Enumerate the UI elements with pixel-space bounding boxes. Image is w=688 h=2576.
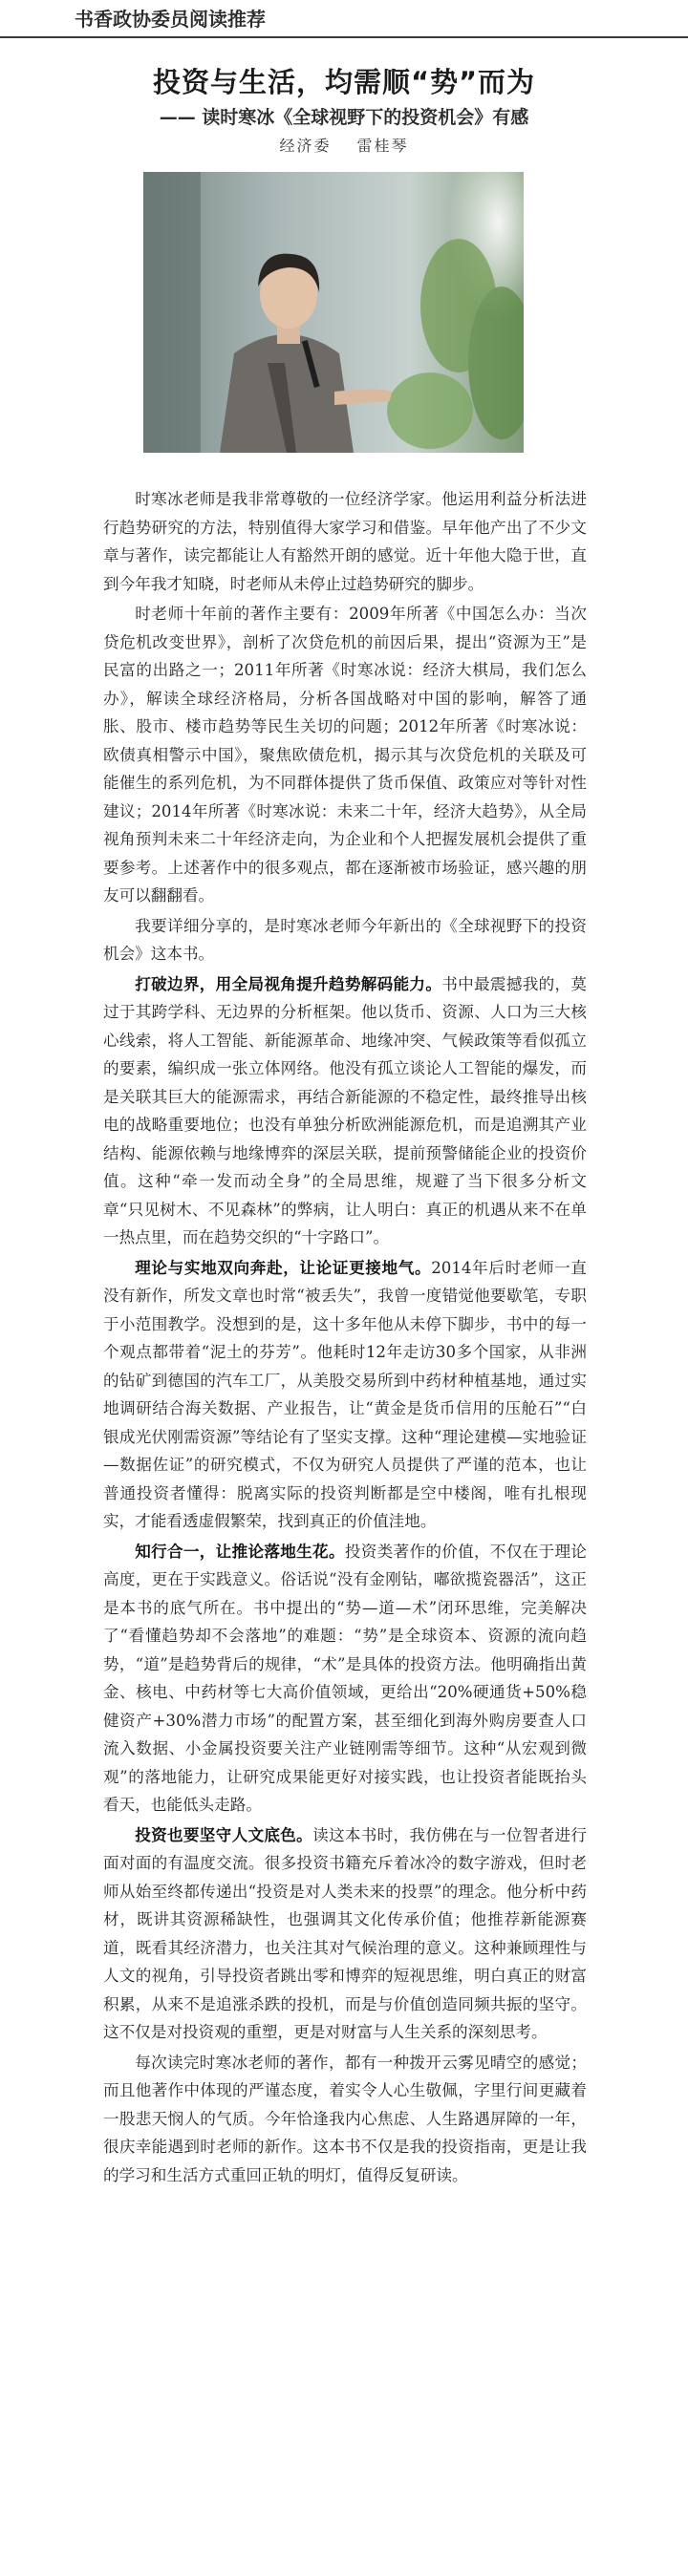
paragraph-lead: 打破边界，用全局视角提升趋势解码能力。 <box>135 973 442 993</box>
byline-author: 雷桂琴 <box>356 137 409 155</box>
paragraph: 时寒冰老师是我非常尊敬的一位经济学家。他运用利益分析法进行趋势研究的方法，特别值得大家学习和借鉴。早年他产出了不少文章与著作，读完都能让人有豁然开朗的感觉。近十年他大隐于世，直到今年我才知晓，时老师从未停止过趋势研究的脚步。 <box>103 490 587 593</box>
article-body <box>103 485 587 2189</box>
article-subtitle: —— 读时寒冰《全球视野下的投资机会》有感 <box>159 107 529 128</box>
byline <box>0 134 688 156</box>
column-name: 书香政协委员阅读推荐 <box>75 7 266 31</box>
paragraph-lead: 知行合一，让推论落地生花。 <box>135 1541 345 1561</box>
paragraph: 时老师十年前的著作主要有：2009年所著《中国怎么办：当次贷危机改变世界》，剖析了次贷危机的前因后果，提出“资源为王”是民富的出路之一；2011年所著《时寒冰说：经济大棋局，我们怎么办》，解读全球经济格局，分析各国战略对中国的影响，解答了通胀、股市、楼市趋势等民生关切的问题；2012年所著《时寒冰说：欧债真相警示中国》，聚焦欧债危机，揭示其与次贷危机的关联及可能催生的系列危机，为不同群体提供了货币保值、政策应对等针对性建议；2014年所著《时寒冰说：未来二十年，经济大趋势》，从全局视角预判未来二十年经济走向，为企业和个人把握发展机会提供了重要参考。上述著作中的很多观点，都在逐渐被市场验证，感兴趣的朋友可以翻翻看。 <box>103 605 587 905</box>
paragraph: 知行合一，让推论落地生花。投资类著作的价值，不仅在于理论高度，更在于实践意义。俗话说“没有金刚钻，嘟欲揽瓷器活”，这正是本书的底气所在。书中提出的“势—道—术”闭环思维，完美解决了“看懂趋势却不会落地”的难题：“势”是全球资本、资源的流向趋势，“道”是趋势背后的规律，“术”是具体的投资方法。他明确指出黄金、核电、中药材等七大高价值领域，更给出“20%硬通货+50%稳健资产+30%潜力市场”的配置方案，甚至细化到海外购房要查人口流入数据、小金属投资要关注产业链刚需等细节。这种“从宏观到微观”的落地能力，让研究成果能更好对接实践，也让投资者能既抬头看天，也能低头走路。 <box>103 1541 588 1814</box>
paragraph: 理论与实地双向奔赴，让论证更接地气。2014年后时老师一直没有新作，所发文章也时常“被丢失”，我曾一度错觉他要歇笔，专职于小范围教学。没想到的是，这十多年他从未停下脚步，书中的每一个观点都带着“泥土的芬芳”。他耗时12年走访30多个国家，从非洲的钻矿到德国的汽车工厂，从美股交易所到中药材种植基地，通过实地调研结合海关数据、产业报告，让“黄金是货币信用的压舱石”“白银成光伏刚需资源”等结论有了坚实支撑。这种“理论建模—实地验证—数据佐证”的研究模式，不仅为研究人员提供了严谨的范本，也让普通投资者懂得：脱离实际的投资判断都是空中楼阁，唯有扎根现实，才能看透虚假繁荣，找到真正的价值洼地。 <box>103 1257 587 1530</box>
paragraph-lead: 投资也要坚守人文底色。 <box>135 1824 313 1844</box>
paragraph: 每次读完时寒冰老师的著作，都有一种拨开云雾见晴空的感觉；而且他著作中体现的严谨态度，着实令人心生敬佩，字里行间更藏着一股悲天悯人的气质。今年恰逢我内心焦虑、人生路遇屏障的一年，很庆幸能遇到时老师的新作。这本书不仅是我的投资指南，更是让我的学习和生活方式重回正轨的明灯，值得反复研读。 <box>103 2053 587 2184</box>
paragraph: 打破边界，用全局视角提升趋势解码能力。书中最震撼我的，莫过于其跨学科、无边界的分析框架。他以货币、资源、人口为三大核心线索，将人工智能、新能源革命、地缘冲突、气候政策等看似孤立的要素，编织成一张立体网络。他没有孤立谈论人工智能的爆发，而是关联其巨大的能源需求，再结合新能源的不稳定性，最终推导出核电的战略重要地位；也没有单独分析欧洲能源危机，而是追溯其产业结构、能源依赖与地缘博弈的深层关联，提前预警储能企业的投资价值。这种“牵一发而动全身”的全局思维，规避了当下很多分析文章“只见树木、不见森林”的弊病，让人明白：真正的机遇从来不在单一热点里，而在趋势交织的“十字路口”。 <box>103 973 588 1246</box>
article-title: 投资与生活，均需顺“势”而为 <box>152 66 536 98</box>
header-divider <box>0 36 688 38</box>
speaker-photo <box>143 172 524 453</box>
paragraph-lead: 理论与实地双向奔赴，让论证更接地气。 <box>135 1257 432 1277</box>
paragraph: 投资也要坚守人文底色。读这本书时，我仿佛在与一位智者进行面对面的有温度交流。很多投资书籍充斥着冰冷的数字游戏，但时老师从始至终都传递出“投资是对人类未来的投票”的理念。他分析中药材，既讲其资源稀缺性，也强调其文化传承价值；他推荐新能源赛道，既看其经济潜力，也关注其对气候治理的意义。这种兼顾理性与人文的视角，引导投资者跳出零和博弈的短视思维，明白真正的财富积累，从来不是追涨杀跌的投机，而是与价值创造同频共振的坚守。这不仅是对投资观的重塑，更是对财富与人生关系的深刻思考。 <box>103 1824 588 2041</box>
byline-org: 经济委 <box>279 137 332 155</box>
paragraph: 我要详细分享的，是时寒冰老师今年新出的《全球视野下的投资机会》这本书。 <box>103 916 587 963</box>
